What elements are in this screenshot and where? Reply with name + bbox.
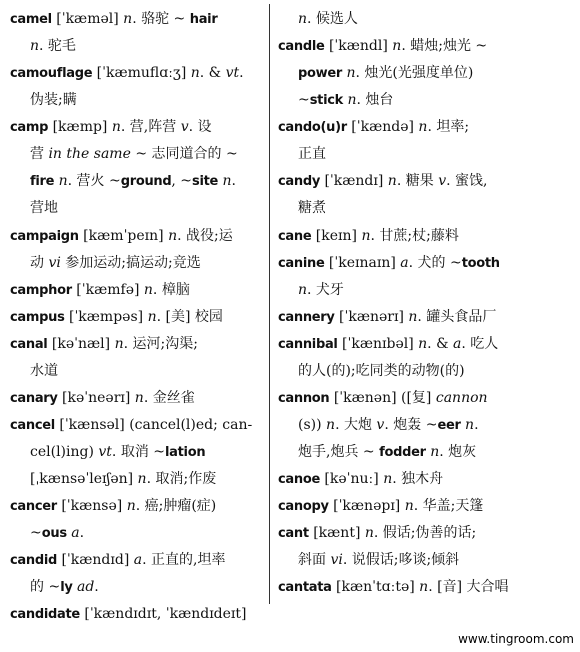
- part-of-speech: n: [419, 579, 429, 595]
- entry-text: . 大炮: [335, 417, 377, 433]
- entry-text: .: [474, 417, 479, 433]
- entry-text: . 樟脑: [152, 282, 190, 298]
- entry-text: 斜面: [298, 552, 331, 568]
- entry-text: 动: [30, 255, 49, 271]
- entry-line: [278, 118, 469, 137]
- entry-text: ~: [30, 525, 42, 541]
- entry-text: . 驼毛: [39, 38, 76, 54]
- entry-line: [30, 443, 205, 462]
- headword: eer: [437, 418, 461, 433]
- entry-line: [298, 443, 476, 462]
- part-of-speech: n: [347, 92, 357, 108]
- entry-line: [10, 389, 195, 408]
- headword: cant: [278, 526, 309, 541]
- part-of-speech: v: [376, 417, 385, 433]
- entry-text: . 取消 ~: [111, 444, 166, 460]
- headword: fire: [30, 174, 55, 189]
- part-of-speech: n: [134, 390, 144, 406]
- entry-line: [278, 470, 443, 489]
- entry-line: [10, 416, 252, 435]
- part-of-speech: v: [180, 119, 189, 135]
- part-of-speech: n: [387, 173, 397, 189]
- entry-text: . 烛台: [356, 92, 394, 108]
- part-of-speech: n: [408, 309, 418, 325]
- part-of-speech: n: [137, 471, 147, 487]
- part-of-speech: n: [326, 417, 336, 433]
- part-of-speech: n: [418, 336, 428, 352]
- entry-line: [10, 281, 190, 300]
- part-of-speech: cannon: [435, 390, 488, 406]
- entry-line: [298, 281, 344, 299]
- headword: cancer: [10, 499, 57, 514]
- part-of-speech: a: [452, 336, 462, 352]
- headword: cane: [278, 229, 312, 244]
- headword: ly: [60, 580, 73, 595]
- entry-text: 伪装;瞒: [30, 92, 77, 108]
- entry-line: [298, 64, 473, 83]
- entry-text: 参加运动;搞运动;竞选: [60, 255, 201, 271]
- part-of-speech: n: [111, 119, 121, 135]
- entry-text: cel(l)ing): [30, 444, 99, 460]
- part-of-speech: n: [418, 119, 428, 135]
- entry-text: . 骆驼 ~: [132, 11, 190, 27]
- part-of-speech: n: [168, 228, 178, 244]
- part-of-speech: ad: [76, 579, 95, 595]
- entry-text: 正直: [298, 146, 326, 162]
- entry-text: [kəˈneərɪ]: [57, 390, 135, 406]
- headword: ous: [41, 526, 67, 541]
- part-of-speech: n: [143, 282, 153, 298]
- entry-text: . 设: [188, 119, 212, 135]
- entry-text: 水道: [30, 363, 58, 379]
- entry-line: [30, 470, 216, 488]
- headword: lation: [165, 445, 206, 460]
- entry-text: . 炮灰: [439, 444, 477, 460]
- headword: cannibal: [278, 337, 338, 352]
- entry-line: [298, 145, 326, 163]
- entry-text: . 营火 ~: [67, 173, 121, 189]
- headword: candy: [278, 174, 321, 189]
- entry-text: . 独木舟: [392, 471, 444, 487]
- entry-text: [kænt]: [308, 525, 365, 541]
- entry-text: [kænˈtɑːtə]: [331, 579, 420, 595]
- entry-line: [10, 227, 233, 246]
- entry-text: ~: [298, 92, 310, 108]
- headword: cannon: [278, 391, 330, 406]
- entry-line: [298, 416, 479, 435]
- entry-text: 炮手,炮兵 ~: [298, 444, 380, 460]
- entry-text: .: [239, 65, 244, 81]
- entry-text: [ˈkænən] ([复]: [329, 390, 436, 406]
- entry-text: . 金丝雀: [143, 390, 195, 406]
- entry-text: [ˈkændɪ]: [320, 173, 388, 189]
- entry-text: . 坦率;: [427, 119, 470, 135]
- headword: canoe: [278, 472, 320, 487]
- part-of-speech: n: [58, 173, 68, 189]
- entry-line: [10, 497, 216, 516]
- part-of-speech: n: [430, 444, 440, 460]
- headword: camp: [10, 120, 49, 135]
- entry-text: [ˈkæməl]: [51, 11, 124, 27]
- entry-text: 的 ~: [30, 579, 61, 595]
- entry-line: [30, 254, 201, 272]
- part-of-speech: vt: [225, 65, 240, 81]
- entry-text: [ˈkæmpəs]: [64, 309, 148, 325]
- entry-text: [kəˈnæl]: [47, 336, 115, 352]
- entry-line: [298, 362, 465, 380]
- entry-text: . 犬牙: [307, 282, 344, 298]
- headword: hair: [189, 12, 218, 27]
- entry-line: [10, 308, 223, 327]
- headword: campus: [10, 310, 65, 325]
- part-of-speech: n: [114, 336, 124, 352]
- entry-line: [278, 254, 500, 273]
- entry-text: . 取消;作废: [146, 471, 217, 487]
- entry-line: [30, 91, 77, 109]
- part-of-speech: a: [400, 255, 409, 271]
- part-of-speech: a: [133, 552, 143, 568]
- entry-text: . 糖果: [396, 173, 439, 189]
- entry-line: [278, 335, 498, 354]
- entry-text: . 蜡烛;烛光 ~: [401, 38, 488, 54]
- entry-text: [kæmˈpeɪn]: [78, 228, 169, 244]
- entry-text: 营: [30, 146, 49, 162]
- entry-text: . 炮轰 ~: [384, 417, 438, 433]
- entry-text: . 正直的,坦率: [142, 552, 226, 568]
- part-of-speech: n: [190, 65, 200, 81]
- entry-line: [30, 524, 84, 543]
- entry-text: . [音] 大合唱: [428, 579, 509, 595]
- entry-line: [10, 605, 247, 624]
- headword: camphor: [10, 283, 72, 298]
- part-of-speech: n: [123, 11, 133, 27]
- entry-text: [ˈkænsəl] (cancel(l)ed; can-: [54, 417, 253, 433]
- entry-text: . &: [199, 65, 226, 81]
- entry-text: . 运河;沟渠;: [123, 336, 198, 352]
- entry-line: [278, 172, 487, 191]
- headword: site: [192, 174, 219, 189]
- entry-line: [10, 551, 225, 570]
- headword: camouflage: [10, 66, 93, 81]
- watermark-text: www.tingroom.com: [458, 632, 574, 646]
- entry-line: [278, 578, 508, 597]
- part-of-speech: vt: [98, 444, 112, 460]
- headword: power: [298, 66, 342, 81]
- part-of-speech: n: [404, 498, 414, 514]
- part-of-speech: n: [298, 11, 308, 27]
- entry-line: [278, 524, 476, 543]
- entry-text: [ˈkeɪnaɪn]: [324, 255, 401, 271]
- entry-text: [ˈkændə]: [346, 119, 419, 135]
- entry-line: [278, 37, 487, 56]
- entry-text: . 说假话;哆谈;倾斜: [342, 552, 460, 568]
- entry-text: 营地: [30, 200, 58, 216]
- entry-text: [ˈkæmfə]: [71, 282, 144, 298]
- entry-text: (s)): [298, 417, 327, 433]
- headword: candle: [278, 39, 325, 54]
- headword: candidate: [10, 607, 80, 622]
- part-of-speech: n: [147, 309, 157, 325]
- entry-text: [ˈkænəpɪ]: [328, 498, 405, 514]
- headword: cancel: [10, 418, 55, 433]
- entry-text: [ˈkændl]: [324, 38, 393, 54]
- headword: cando(u)r: [278, 120, 347, 135]
- entry-text: [kæmp]: [48, 119, 112, 135]
- entry-line: [10, 10, 217, 29]
- headword: canary: [10, 391, 58, 406]
- headword: camel: [10, 12, 52, 27]
- part-of-speech: n: [222, 173, 232, 189]
- part-of-speech: n: [364, 525, 374, 541]
- entry-text: .: [231, 173, 236, 189]
- entry-line: [30, 37, 76, 55]
- entry-line: [298, 10, 358, 28]
- entry-text: 的人(的);吃同类的动物(的): [298, 363, 465, 379]
- headword: campaign: [10, 229, 79, 244]
- entry-text: 糖煮: [298, 200, 326, 216]
- part-of-speech: vi: [330, 552, 343, 568]
- part-of-speech: a: [71, 525, 80, 541]
- entry-text: . &: [427, 336, 453, 352]
- entry-text: .: [94, 579, 99, 595]
- entry-text: . 战役;运: [177, 228, 233, 244]
- entry-line: [10, 118, 212, 137]
- entry-line: [278, 308, 496, 327]
- part-of-speech: n: [298, 282, 308, 298]
- entry-line: [278, 389, 488, 408]
- entry-text: , ~: [171, 173, 193, 189]
- headword: cannery: [278, 310, 335, 325]
- part-of-speech: n: [392, 38, 402, 54]
- headword: fodder: [379, 445, 426, 460]
- entry-line: [30, 362, 58, 380]
- entry-text: [ˈkændɪd]: [57, 552, 134, 568]
- entry-text: . 候选人: [307, 11, 358, 27]
- part-of-speech: vi: [48, 255, 61, 271]
- headword: canal: [10, 337, 48, 352]
- entry-line: [278, 497, 483, 516]
- entry-text: . 甘蔗;杖;藤料: [370, 228, 459, 244]
- entry-line: [30, 145, 238, 163]
- part-of-speech: n: [346, 65, 356, 81]
- part-of-speech: v: [438, 173, 447, 189]
- headword: canopy: [278, 499, 329, 514]
- column-divider: [269, 4, 270, 604]
- entry-text: . 犬的 ~: [408, 255, 462, 271]
- entry-text: [ˈkænsə]: [56, 498, 127, 514]
- entry-text: [ˌkænsəˈleɪʃən]: [30, 471, 138, 487]
- part-of-speech: n: [30, 38, 40, 54]
- entry-text: . 烛光(光强度单位): [355, 65, 474, 81]
- entry-text: [ˈkæmuflɑːʒ]: [92, 65, 191, 81]
- headword: stick: [309, 93, 343, 108]
- entry-line: [278, 227, 459, 246]
- entry-text: . 蜜饯,: [446, 173, 488, 189]
- entry-text: [kəˈnuː]: [319, 471, 384, 487]
- headword: tooth: [461, 256, 500, 271]
- headword: canine: [278, 256, 325, 271]
- headword: candid: [10, 553, 58, 568]
- headword: cantata: [278, 580, 332, 595]
- entry-text: [ˈkændɪdɪt, ˈkændɪdeɪt]: [79, 606, 247, 622]
- entry-text: [ˈkænərɪ]: [334, 309, 409, 325]
- entry-text: .: [79, 525, 85, 541]
- entry-text: . 华盖;天篷: [413, 498, 484, 514]
- entry-line: [30, 172, 236, 191]
- entry-line: [10, 64, 244, 83]
- headword: ground: [120, 174, 172, 189]
- entry-line: [10, 335, 198, 354]
- entry-line: [298, 91, 393, 110]
- part-of-speech: in the same: [48, 146, 131, 162]
- entry-text: . 癌;肿瘤(症): [135, 498, 217, 514]
- part-of-speech: n: [126, 498, 136, 514]
- entry-text: [ˈkænɪbəl]: [337, 336, 419, 352]
- entry-line: [30, 578, 99, 597]
- part-of-speech: n: [465, 417, 475, 433]
- entry-text: . 罐头食品厂: [417, 309, 497, 325]
- entry-line: [30, 199, 58, 217]
- part-of-speech: n: [383, 471, 393, 487]
- entry-text: [keɪn]: [311, 228, 362, 244]
- entry-line: [298, 199, 326, 217]
- entry-text: ~ 志同道合的 ~: [130, 146, 238, 162]
- entry-text: . 吃人: [461, 336, 499, 352]
- part-of-speech: n: [361, 228, 371, 244]
- entry-text: . [美] 校园: [156, 309, 223, 325]
- entry-text: . 假话;伪善的话;: [373, 525, 477, 541]
- entry-text: . 营,阵营: [120, 119, 181, 135]
- entry-line: [298, 551, 459, 569]
